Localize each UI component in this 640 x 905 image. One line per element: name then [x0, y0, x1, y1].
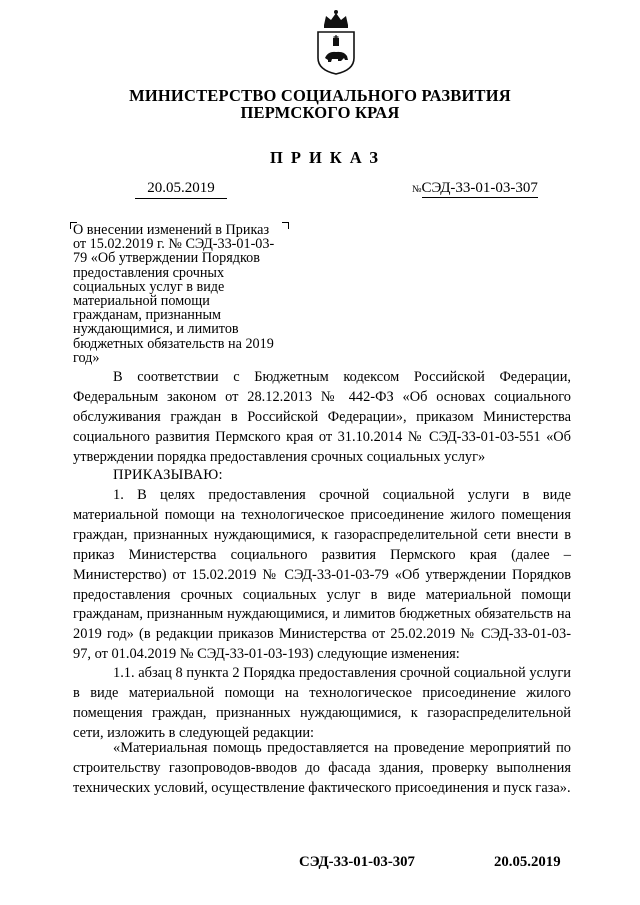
document-number — [412, 180, 538, 197]
footer-document-code: СЭД-33-01-03-307 — [299, 854, 415, 870]
clause-1-text: 1. В целях предоставления срочной социальной услуги в виде материальной помощи на технологическое присоединение жилого помещения граждан, признанных нуждающимися, к газораспределительной сети внести в приказ Министерства социального развития Пермского края (далее – Министерство) от 15.02.2019 № СЭД-33-01-03-79 «Об утверждении Порядков предоставления срочных социальных услуг в виде материальной помощи гражданам, признанным нуждающимися, и лимитов бюджетных обязательств на 2019 год» (в редакции приказов Министерства от 25.02.2019 № СЭД-33-01-03-97, от 01.04.2019 № СЭД-33-01-03-193) следующие изменения: — [73, 487, 571, 663]
number-sign: № — [412, 184, 422, 195]
ministry-name-line2: ПЕРМСКОГО КРАЯ — [240, 103, 400, 122]
document-number-value: СЭД-33-01-03-307 — [421, 180, 538, 196]
clause-1-paragraph — [73, 486, 571, 665]
clause-1-1-text: 1.1. абзац 8 пункта 2 Порядка предоставления срочной социальной услуги в виде материальной помощи на технологическое присоединение жилого помещения граждан, признанных нуждающимися, к газораспределительной сети, изложить в следующей редакции: — [73, 665, 571, 741]
subject-corner-mark-right — [282, 222, 289, 229]
coat-of-arms-emblem — [308, 8, 364, 76]
clause-1-1-paragraph — [73, 664, 571, 744]
document-subject: О внесении изменений в Приказ от 15.02.2019 г. № СЭД-33-01-03-79 «Об утверждении Порядков предоставления срочных социальных услуг в виде материальной помощи гражданам, признанным нуждающимися, и лимитов бюджетных обязательств на 2019 год» — [73, 222, 275, 366]
document-type-title: ПРИКАЗ — [270, 148, 386, 167]
order-word: ПРИКАЗЫВАЮ: — [113, 467, 223, 483]
ministry-name-line1: МИНИСТЕРСТВО СОЦИАЛЬНОГО РАЗВИТИЯ — [129, 86, 511, 105]
crown-icon — [324, 10, 348, 28]
quoted-amendment-text: «Материальная помощь предоставляется на проведение мероприятий по строительству газопроводов-вводов до фасада здания, проверку выполнения технических условий, осуществление фактического присоединения и пуск газа». — [73, 740, 571, 796]
quoted-amendment-paragraph — [73, 739, 571, 799]
document-date: 20.05.2019 — [135, 180, 227, 199]
preamble-text: В соответствии с Бюджетным кодексом Российской Федерации, Федеральным законом от 28.12.2013 № 442-ФЗ «Об основах социального обслуживания граждан в Российской Федерации», приказом Министерства социального развития Пермского края от 31.10.2014 № СЭД-33-01-03-551 «Об утверждении порядка предоставления срочных социальных услуг» — [73, 369, 571, 465]
preamble-paragraph — [73, 368, 571, 468]
footer-document-date: 20.05.2019 — [494, 854, 561, 870]
